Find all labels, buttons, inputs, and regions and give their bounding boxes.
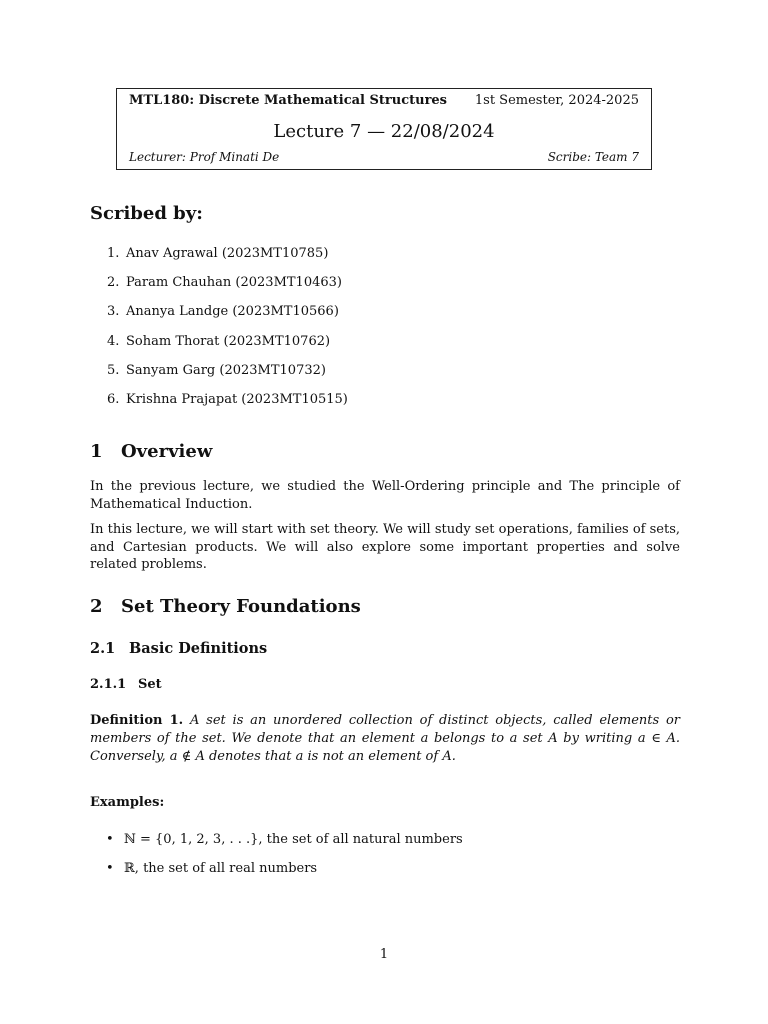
list-number: 5. — [107, 362, 120, 378]
section-number: 1 — [90, 441, 103, 462]
definition-label: Definition 1. — [90, 713, 184, 728]
bullet-icon: • — [106, 832, 114, 847]
definition-text: A set is an unordered collection of distinct objects, called elements or members of the set. We denote that an element a belongs to a set A by writing a ∈ A. Conversely, a ∉ A denotes that a is not an element of A. — [90, 713, 680, 764]
bullet-icon: • — [106, 861, 114, 876]
subsection-number: 2.1 — [90, 640, 116, 657]
section-heading-set-theory — [90, 596, 361, 617]
semester: 1st Semester, 2024-2025 — [474, 93, 639, 108]
list-number: 1. — [107, 246, 120, 261]
scribe-team: Scribe: Team 7 — [547, 150, 639, 164]
page-number: 1 — [379, 947, 389, 962]
scribe-name: Soham Thorat (2023MT10762) — [126, 333, 331, 349]
scribe-name: Sanyam Garg (2023MT10732) — [126, 362, 326, 378]
scribed-by-heading: Scribed by: — [90, 203, 203, 224]
list-item — [106, 832, 463, 861]
subsection-title: Basic Definitions — [129, 640, 268, 657]
subsubsection-heading — [90, 677, 162, 692]
example-text: ℕ = {0, 1, 2, 3, . . .}, the set of all natural numbers — [124, 832, 463, 847]
examples-heading: Examples: — [90, 795, 165, 810]
subsection-heading — [90, 640, 267, 657]
course-title: MTL180: Discrete Mathematical Structures — [129, 93, 448, 108]
definition-block — [90, 712, 680, 766]
list-number: 3. — [107, 304, 120, 320]
example-text: ℝ, the set of all real numbers — [124, 861, 318, 876]
section-heading-overview — [90, 441, 212, 462]
list-number: 2. — [107, 275, 120, 291]
list-item — [107, 334, 348, 363]
scribe-list — [107, 246, 348, 421]
lecture-header-box — [116, 88, 652, 170]
scribe-name: Ananya Landge (2023MT10566) — [126, 304, 339, 320]
list-item — [107, 363, 348, 392]
section-title: Set Theory Foundations — [121, 596, 361, 617]
section-number: 2 — [90, 596, 103, 617]
list-number: 6. — [107, 391, 120, 407]
section-title: Overview — [121, 441, 213, 462]
scribe-name: Krishna Prajapat (2023MT10515) — [126, 391, 348, 407]
lecture-title: Lecture 7 — 22/08/2024 — [273, 121, 495, 142]
subsubsection-title: Set — [138, 677, 162, 692]
list-item — [107, 304, 348, 333]
scribe-name: Anav Agrawal (2023MT10785) — [126, 246, 329, 261]
subsubsection-number: 2.1.1 — [90, 677, 127, 692]
list-item — [107, 275, 348, 304]
examples-list — [106, 832, 463, 890]
lecturer: Lecturer: Prof Minati De — [129, 150, 280, 164]
scribe-name: Param Chauhan (2023MT10463) — [126, 275, 342, 291]
list-number: 4. — [107, 333, 120, 349]
overview-paragraph-2: In this lecture, we will start with set theory. We will study set operations, families of sets, and Cartesian products. We will also explore some important properties and solve related problems. — [90, 522, 680, 572]
list-item — [107, 246, 348, 275]
overview-paragraph-1: In the previous lecture, we studied the Well-Ordering principle and The principle of Mathematical Induction. — [90, 479, 680, 512]
list-item — [106, 861, 463, 890]
list-item — [107, 392, 348, 421]
